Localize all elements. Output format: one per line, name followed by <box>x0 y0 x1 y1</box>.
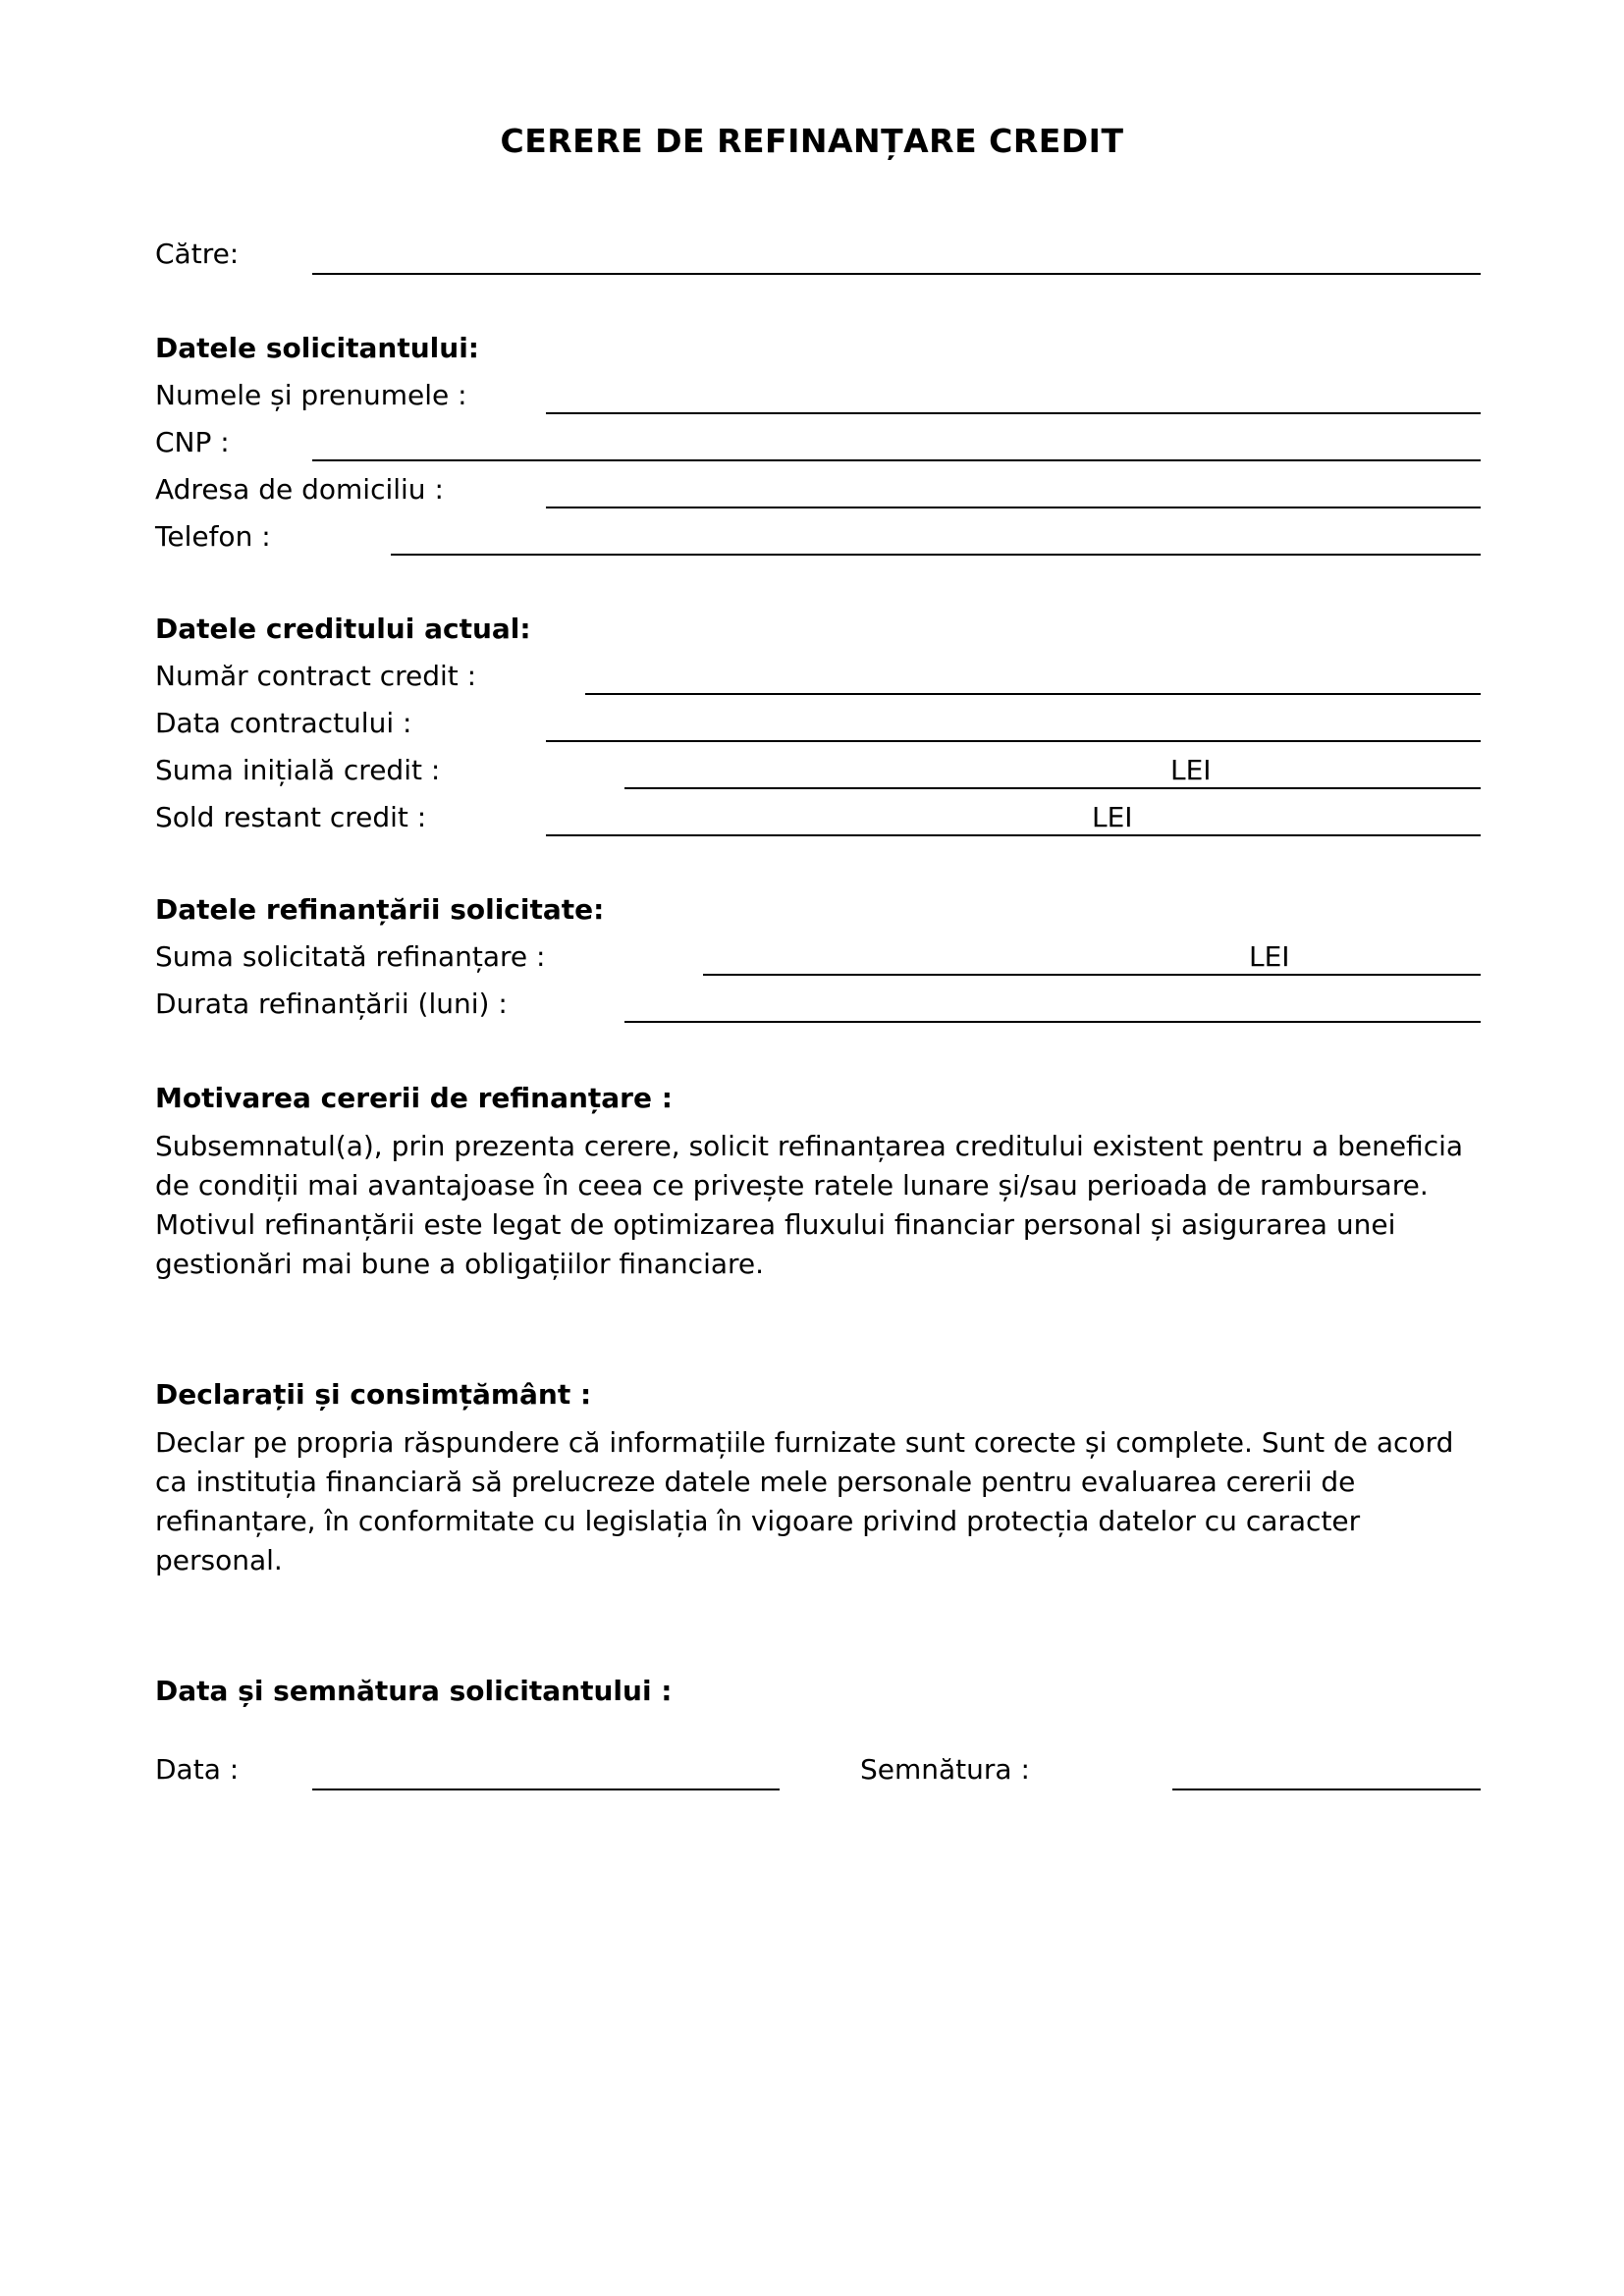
applicant-heading: Datele solicitantului: <box>155 332 479 364</box>
requested-amount-label: Suma solicitată refinanțare : <box>155 940 546 973</box>
name-field[interactable] <box>546 383 1481 414</box>
duration-field[interactable] <box>624 991 1481 1023</box>
cnp-label: CNP : <box>155 426 230 458</box>
cnp-field[interactable] <box>312 430 1481 461</box>
outstanding-unit: LEI <box>1092 801 1133 833</box>
current-credit-heading: Datele creditului actual: <box>155 613 531 645</box>
address-label: Adresa de domiciliu : <box>155 473 444 506</box>
initial-amount-label: Suma inițială credit : <box>155 754 441 786</box>
motivation-text: Subsemnatul(a), prin prezenta cerere, solicit refinanțarea creditului existent pentru a beneficia de condiții mai avantajoase în ceea ce privește ratele lunare și/sau perioada de rambursare. Motivul refinanțării este legat de optimizarea fluxului financiar personal și asigurarea unei gestionări mai bune a obligațiilor financiare. <box>155 1130 1464 1280</box>
contract-date-label: Data contractului : <box>155 707 412 739</box>
initial-amount-unit: LEI <box>1170 754 1212 786</box>
outstanding-field[interactable] <box>546 805 1481 836</box>
declarations-text: Declar pe propria răspundere că informațiile furnizate sunt corecte și complete. Sunt de acord ca instituția financiară să prelucreze datele mele personale pentru evaluarea cererii de refinanțare, în conformitate cu legislația în vigoare privind protecția datelor cu caracter personal. <box>155 1426 1454 1576</box>
declarations-heading: Declarații și consimțământ : <box>155 1378 592 1411</box>
document-title: CERERE DE REFINANȚARE CREDIT <box>500 122 1124 160</box>
refinancing-heading: Datele refinanțării solicitate: <box>155 893 605 926</box>
signature-heading: Data și semnătura solicitantului : <box>155 1675 673 1707</box>
catre-field[interactable] <box>312 243 1481 275</box>
phone-label: Telefon : <box>155 520 271 553</box>
address-field[interactable] <box>546 477 1481 508</box>
initial-amount-field[interactable] <box>624 758 1481 789</box>
motivation-heading: Motivarea cererii de refinanțare : <box>155 1082 673 1114</box>
outstanding-label: Sold restant credit : <box>155 801 427 833</box>
signature-field[interactable] <box>1172 1759 1481 1790</box>
phone-field[interactable] <box>391 524 1481 556</box>
contract-date-field[interactable] <box>546 711 1481 742</box>
date-field[interactable] <box>312 1759 780 1790</box>
signature-label: Semnătura : <box>860 1753 1030 1786</box>
duration-label: Durata refinanțării (luni) : <box>155 988 508 1020</box>
name-label: Numele și prenumele : <box>155 379 467 411</box>
requested-amount-field[interactable] <box>703 944 1481 976</box>
requested-amount-unit: LEI <box>1249 940 1290 973</box>
contract-number-field[interactable] <box>585 664 1481 695</box>
date-label: Data : <box>155 1753 240 1786</box>
contract-number-label: Număr contract credit : <box>155 660 477 692</box>
catre-label: Către: <box>155 238 240 270</box>
